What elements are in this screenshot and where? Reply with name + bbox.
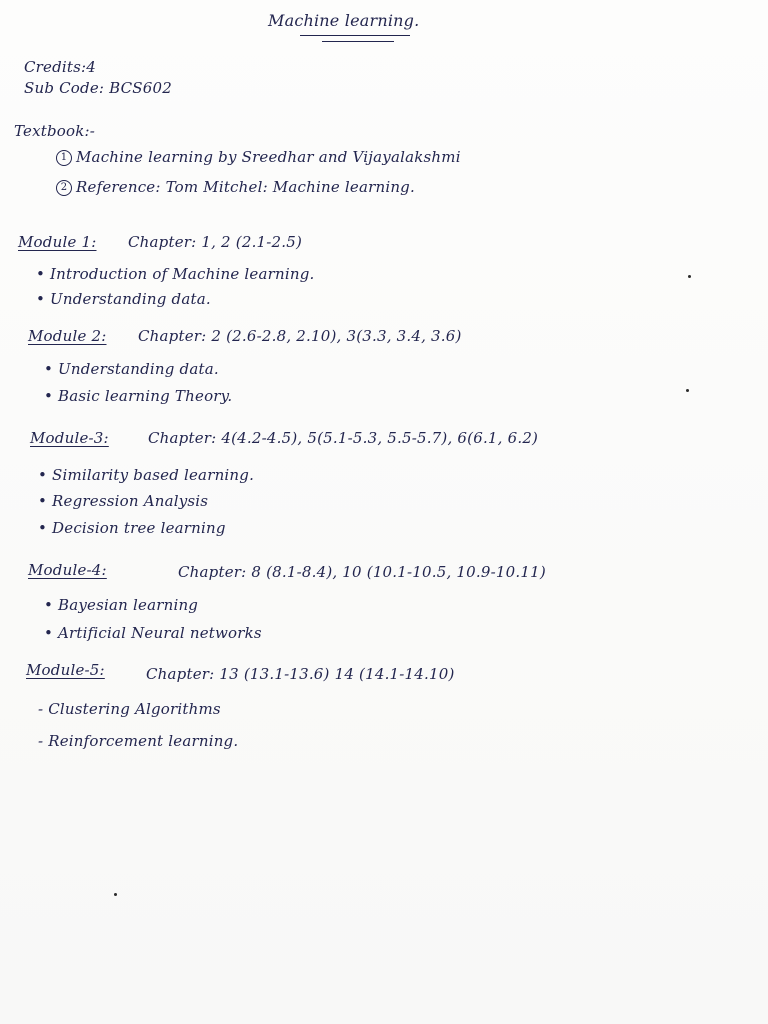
textbook-heading: Textbook:-	[14, 122, 96, 140]
module-4-chapters: Chapter: 8 (8.1-8.4), 10 (10.1-10.5, 10.9-10.11)	[178, 563, 546, 581]
module-2-topic-2: • Basic learning Theory.	[44, 387, 233, 405]
module-2-chapters: Chapter: 2 (2.6-2.8, 2.10), 3(3.3, 3.4, 3.6)	[138, 327, 462, 345]
module-1-topic-2: • Understanding data.	[36, 290, 211, 308]
number-2-circle: 2	[56, 180, 72, 196]
pen-dot-mark	[688, 275, 691, 278]
module-5-label: Module-5:	[26, 661, 105, 679]
pen-dot-mark	[686, 389, 689, 392]
textbook-item-1	[56, 148, 461, 166]
sub-code-text: Sub Code: BCS602	[24, 79, 172, 97]
textbook-item-2-text: Reference: Tom Mitchel: Machine learning.	[76, 178, 415, 196]
module-1-chapters: Chapter: 1, 2 (2.1-2.5)	[128, 233, 303, 251]
module-3-chapters: Chapter: 4(4.2-4.5), 5(5.1-5.3, 5.5-5.7), 6(6.1, 6.2)	[148, 429, 539, 447]
title-underline	[300, 35, 410, 36]
module-3-label: Module-3:	[30, 429, 109, 447]
textbook-item-2	[56, 178, 415, 196]
page-title: Machine learning.	[268, 11, 420, 30]
module-3-topic-2: • Regression Analysis	[38, 492, 209, 510]
module-4-topic-2: • Artificial Neural networks	[44, 624, 262, 642]
credits-text: Credits:4	[24, 58, 97, 76]
title-underline-second	[322, 41, 394, 42]
module-4-label: Module-4:	[28, 561, 107, 579]
number-1-circle: 1	[56, 150, 72, 166]
module-1-topic-1: • Introduction of Machine learning.	[36, 265, 315, 283]
module-2-topic-1: • Understanding data.	[44, 360, 219, 378]
module-3-topic-1: • Similarity based learning.	[38, 466, 255, 484]
module-5-chapters: Chapter: 13 (13.1-13.6) 14 (14.1-14.10)	[146, 665, 455, 683]
module-2-label: Module 2:	[28, 327, 107, 345]
pen-dot-mark	[114, 893, 117, 896]
textbook-item-1-text: Machine learning by Sreedhar and Vijayalakshmi	[76, 148, 461, 166]
module-3-topic-3: • Decision tree learning	[38, 519, 226, 537]
module-4-topic-1: • Bayesian learning	[44, 596, 199, 614]
module-1-label: Module 1:	[18, 233, 97, 251]
module-5-topic-2: - Reinforcement learning.	[38, 732, 239, 750]
module-5-topic-1: - Clustering Algorithms	[38, 700, 221, 718]
